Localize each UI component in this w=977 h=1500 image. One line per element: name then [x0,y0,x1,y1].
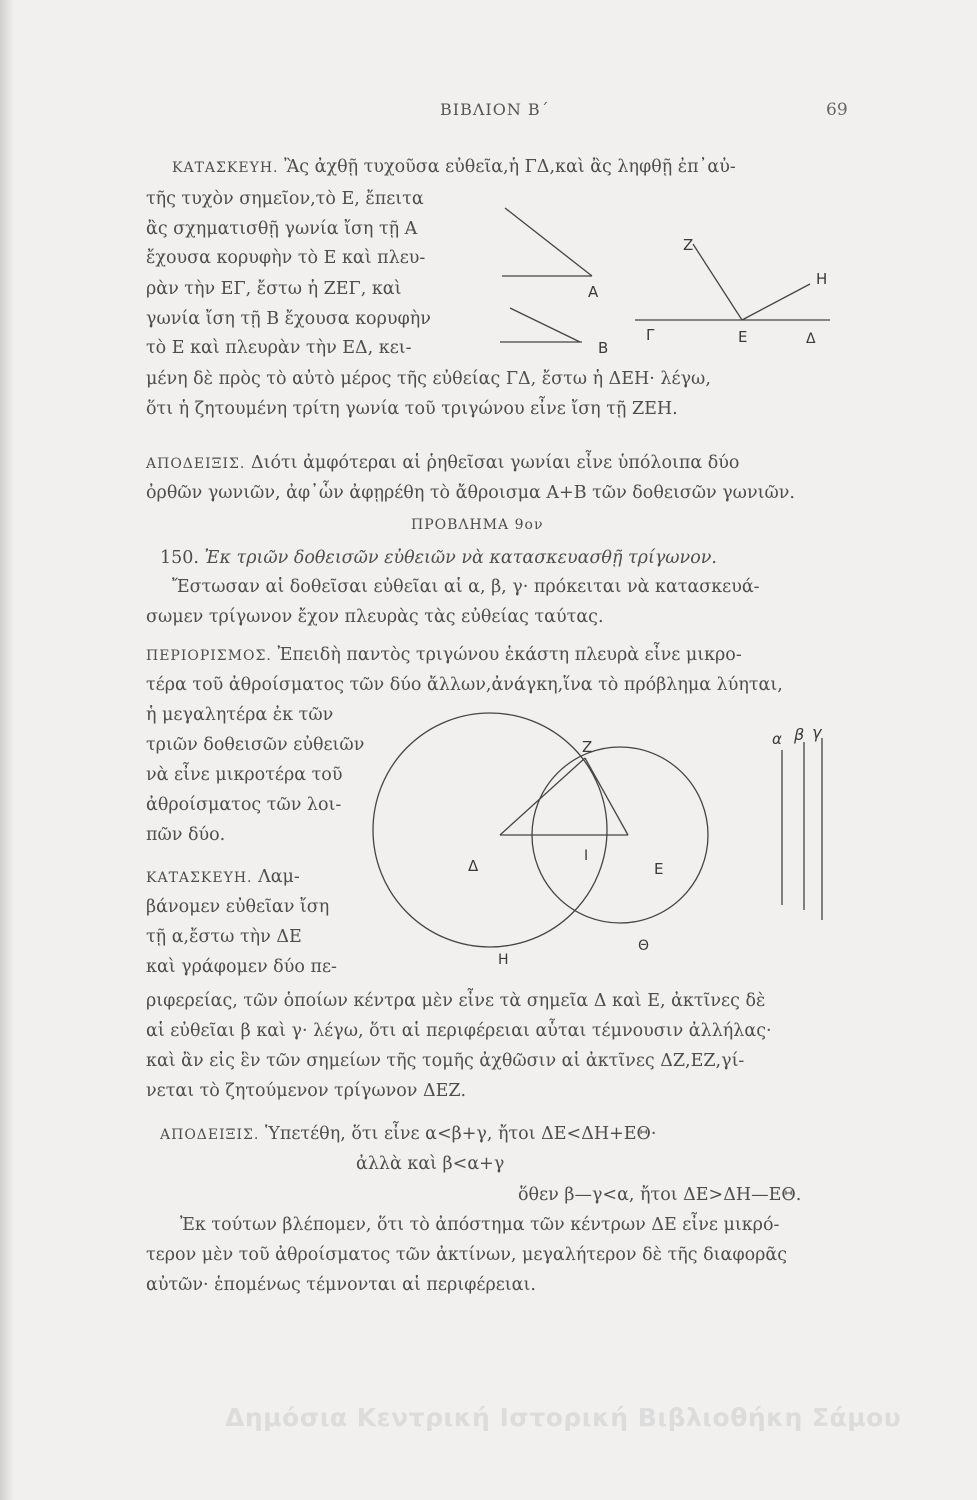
text-line [160,547,717,569]
angle-construction-figure [480,180,860,380]
page-header [0,100,977,130]
text-line: τερον μὲν τοῦ ἀθροίσματος τῶν ἀκτίνων, μεγαλήτερον δὲ τῆς διαφορᾶς [146,1245,788,1265]
text-line: ὀρθῶν γωνιῶν, ἀφ᾽ὧν ἀφῃρέθη τὸ ἄθροισμα Α+Β τῶν δοθεισῶν γωνιῶν. [146,483,795,503]
page-edge-shadow [0,0,14,1500]
text-line: ἀθροίσματος τῶν λοι- [146,795,342,815]
triangle-construction-figure [350,690,850,990]
text-line: Ἔστωσαν αἱ δοθεῖσαι εὐθεῖαι αἱ α, β, γ· πρόκειται νὰ κατασκευά- [172,577,760,597]
text-line: ἡ μεγαλητέρα ἐκ τῶν [146,705,334,725]
section-label: ΚΑΤΑΣΚΕΥΗ. [146,870,253,886]
point-label: Η [816,270,828,288]
text-line: τριῶν δοθεισῶν εὐθειῶν [146,735,365,755]
text-line: τῆς τυχὸν σημεῖον,τὸ Ε, ἔπειτα [146,189,424,209]
text-line [146,452,739,475]
segment-label: β [794,725,805,744]
text-span: Ἂς ἀχθῇ τυχοῦσα εὐθεῖα,ἡ ΓΔ,καὶ ἂς ληφθῇ ἐπ᾽αὐ- [284,157,736,177]
text-line: ὅτι ἡ ζητουμένη τρίτη γωνία τοῦ τριγώνου εἶνε ἴση τῇ ΖΕΗ. [146,399,678,419]
point-label: Δ [468,857,479,875]
text-line: βάνομεν εὐθεῖαν ἴση [146,897,330,917]
running-title: ΒΙΒΛΙΟΝ Β΄ [440,100,550,119]
section-label: ΑΠΟΔΕΙΞΙΣ. [146,456,246,472]
point-label: Η [498,952,509,968]
section-label: ΑΠΟΔΕΙΞΙΣ. [160,1127,260,1143]
text-line [146,644,742,667]
point-label: Ε [654,860,664,878]
text-line: καὶ γράφομεν δύο πε- [146,957,337,977]
text-line: ἔχουσα κορυφὴν τὸ Ε καὶ πλευ- [146,248,426,268]
text-line: αἱ εὐθεῖαι β καὶ γ· λέγω, ὅτι αἱ περιφέρειαι αὗται τέμνουσιν ἀλλήλας· [146,1021,772,1041]
point-label: Ζ [582,738,593,756]
figure-line [742,284,810,320]
text-line: ἂς σχηματισθῇ γωνία ἴση τῇ Α [146,219,418,239]
text-line: μένη δὲ πρὸς τὸ αὐτὸ μέρος τῆς εὐθείας ΓΔ, ἔστω ἡ ΔΕΗ· λέγω, [146,369,711,389]
text-line [160,1123,656,1146]
text-line: Ἐκ τούτων βλέπομεν, ὅτι τὸ ἀπόστημα τῶν κέντρων ΔΕ εἶνε μικρό- [180,1215,780,1235]
section-label: ΠΕΡΙΟΡΙΣΜΟΣ. [146,648,272,664]
point-label: Θ [638,938,650,954]
text-span: Ἐπειδὴ παντὸς τριγώνου ἑκάστη πλευρὰ εἶνε μικρο- [277,645,742,665]
text-line: πῶν δύο. [146,825,226,845]
text-line: τὸ Ε καὶ πλευρὰν τὴν ΕΔ, κει- [146,338,412,358]
text-line [172,156,736,179]
figure-line [510,308,580,342]
point-label: Ι [584,848,589,864]
text-line: σωμεν τρίγωνον ἔχον πλευρὰς τὰς εὐθείας ταύτας. [146,607,604,627]
text-span: Ὑπετέθη, ὅτι εἶνε α<β+γ, ἤτοι ΔΕ<ΔΗ+ΕΘ· [264,1124,657,1144]
text-line: ριφερείας, τῶν ὁποίων κέντρα μὲν εἶνε τὰ σημεῖα Δ καὶ Ε, ἀκτῖνες δὲ [146,991,766,1011]
text-line: ρὰν τὴν ΕΓ, ἔστω ἡ ΖΕΓ, καὶ [146,279,402,299]
text-line: νὰ εἶνε μικροτέρα τοῦ [146,765,343,785]
problem-statement: Ἐκ τριῶν δοθεισῶν εὐθειῶν νὰ κατασκευασθῇ τρίγωνον. [204,548,717,568]
figure-line [505,208,592,276]
segment-label: α [772,730,782,748]
point-label: Δ [806,331,816,347]
text-line: αὐτῶν· ἑπομένως τέμνονται αἱ περιφέρειαι. [146,1275,536,1295]
text-span: Λαμ- [258,867,300,887]
page-number: 69 [826,100,848,120]
text-line: καὶ ἂν εἰς ἓν τῶν σημείων τῆς τομῆς ἀχθῶσιν αἱ ἀκτῖνες ΔΖ,ΕΖ,γί- [146,1051,745,1071]
text-line: νεται τὸ ζητούμενον τρίγωνον ΔΕΖ. [146,1081,467,1101]
circle-d [373,713,607,947]
point-label: Α [588,283,599,301]
text-line: τέρα τοῦ ἀθροίσματος τῶν δύο ἄλλων,ἀνάγκη,ἵνα τὸ πρόβλημα λύηται, [146,675,783,695]
text-line: ἀλλὰ καὶ β<α+γ [356,1154,505,1174]
section-label: ΚΑΤΑΣΚΕΥΗ. [172,160,279,176]
side-dz [500,758,585,835]
text-line [146,866,300,889]
segment-label: γ [812,723,822,742]
point-label: Γ [646,326,655,344]
point-label: Ε [738,328,748,346]
text-line: ὅθεν β—γ<α, ἤτοι ΔΕ>ΔΗ—ΕΘ. [518,1185,802,1205]
text-line: τῇ α,ἔστω τὴν ΔΕ [146,927,302,947]
point-label: Β [598,339,609,357]
library-watermark: Δημόσια Κεντρική Ιστορική Βιβλιοθήκη Σάμου [225,1403,902,1432]
point-label: Ζ [683,236,694,254]
problem-number: 150. [160,548,199,568]
text-line: γωνία ἴση τῇ Β ἔχουσα κορυφὴν [146,309,431,329]
problem-heading: ΠΡΟΒΛΗΜΑ 9ον [411,517,544,533]
text-span: Διότι ἀμφότεραι αἱ ῥηθεῖσαι γωνίαι εἶνε ὑπόλοιπα δύο [250,453,740,473]
figure-line [693,244,742,320]
